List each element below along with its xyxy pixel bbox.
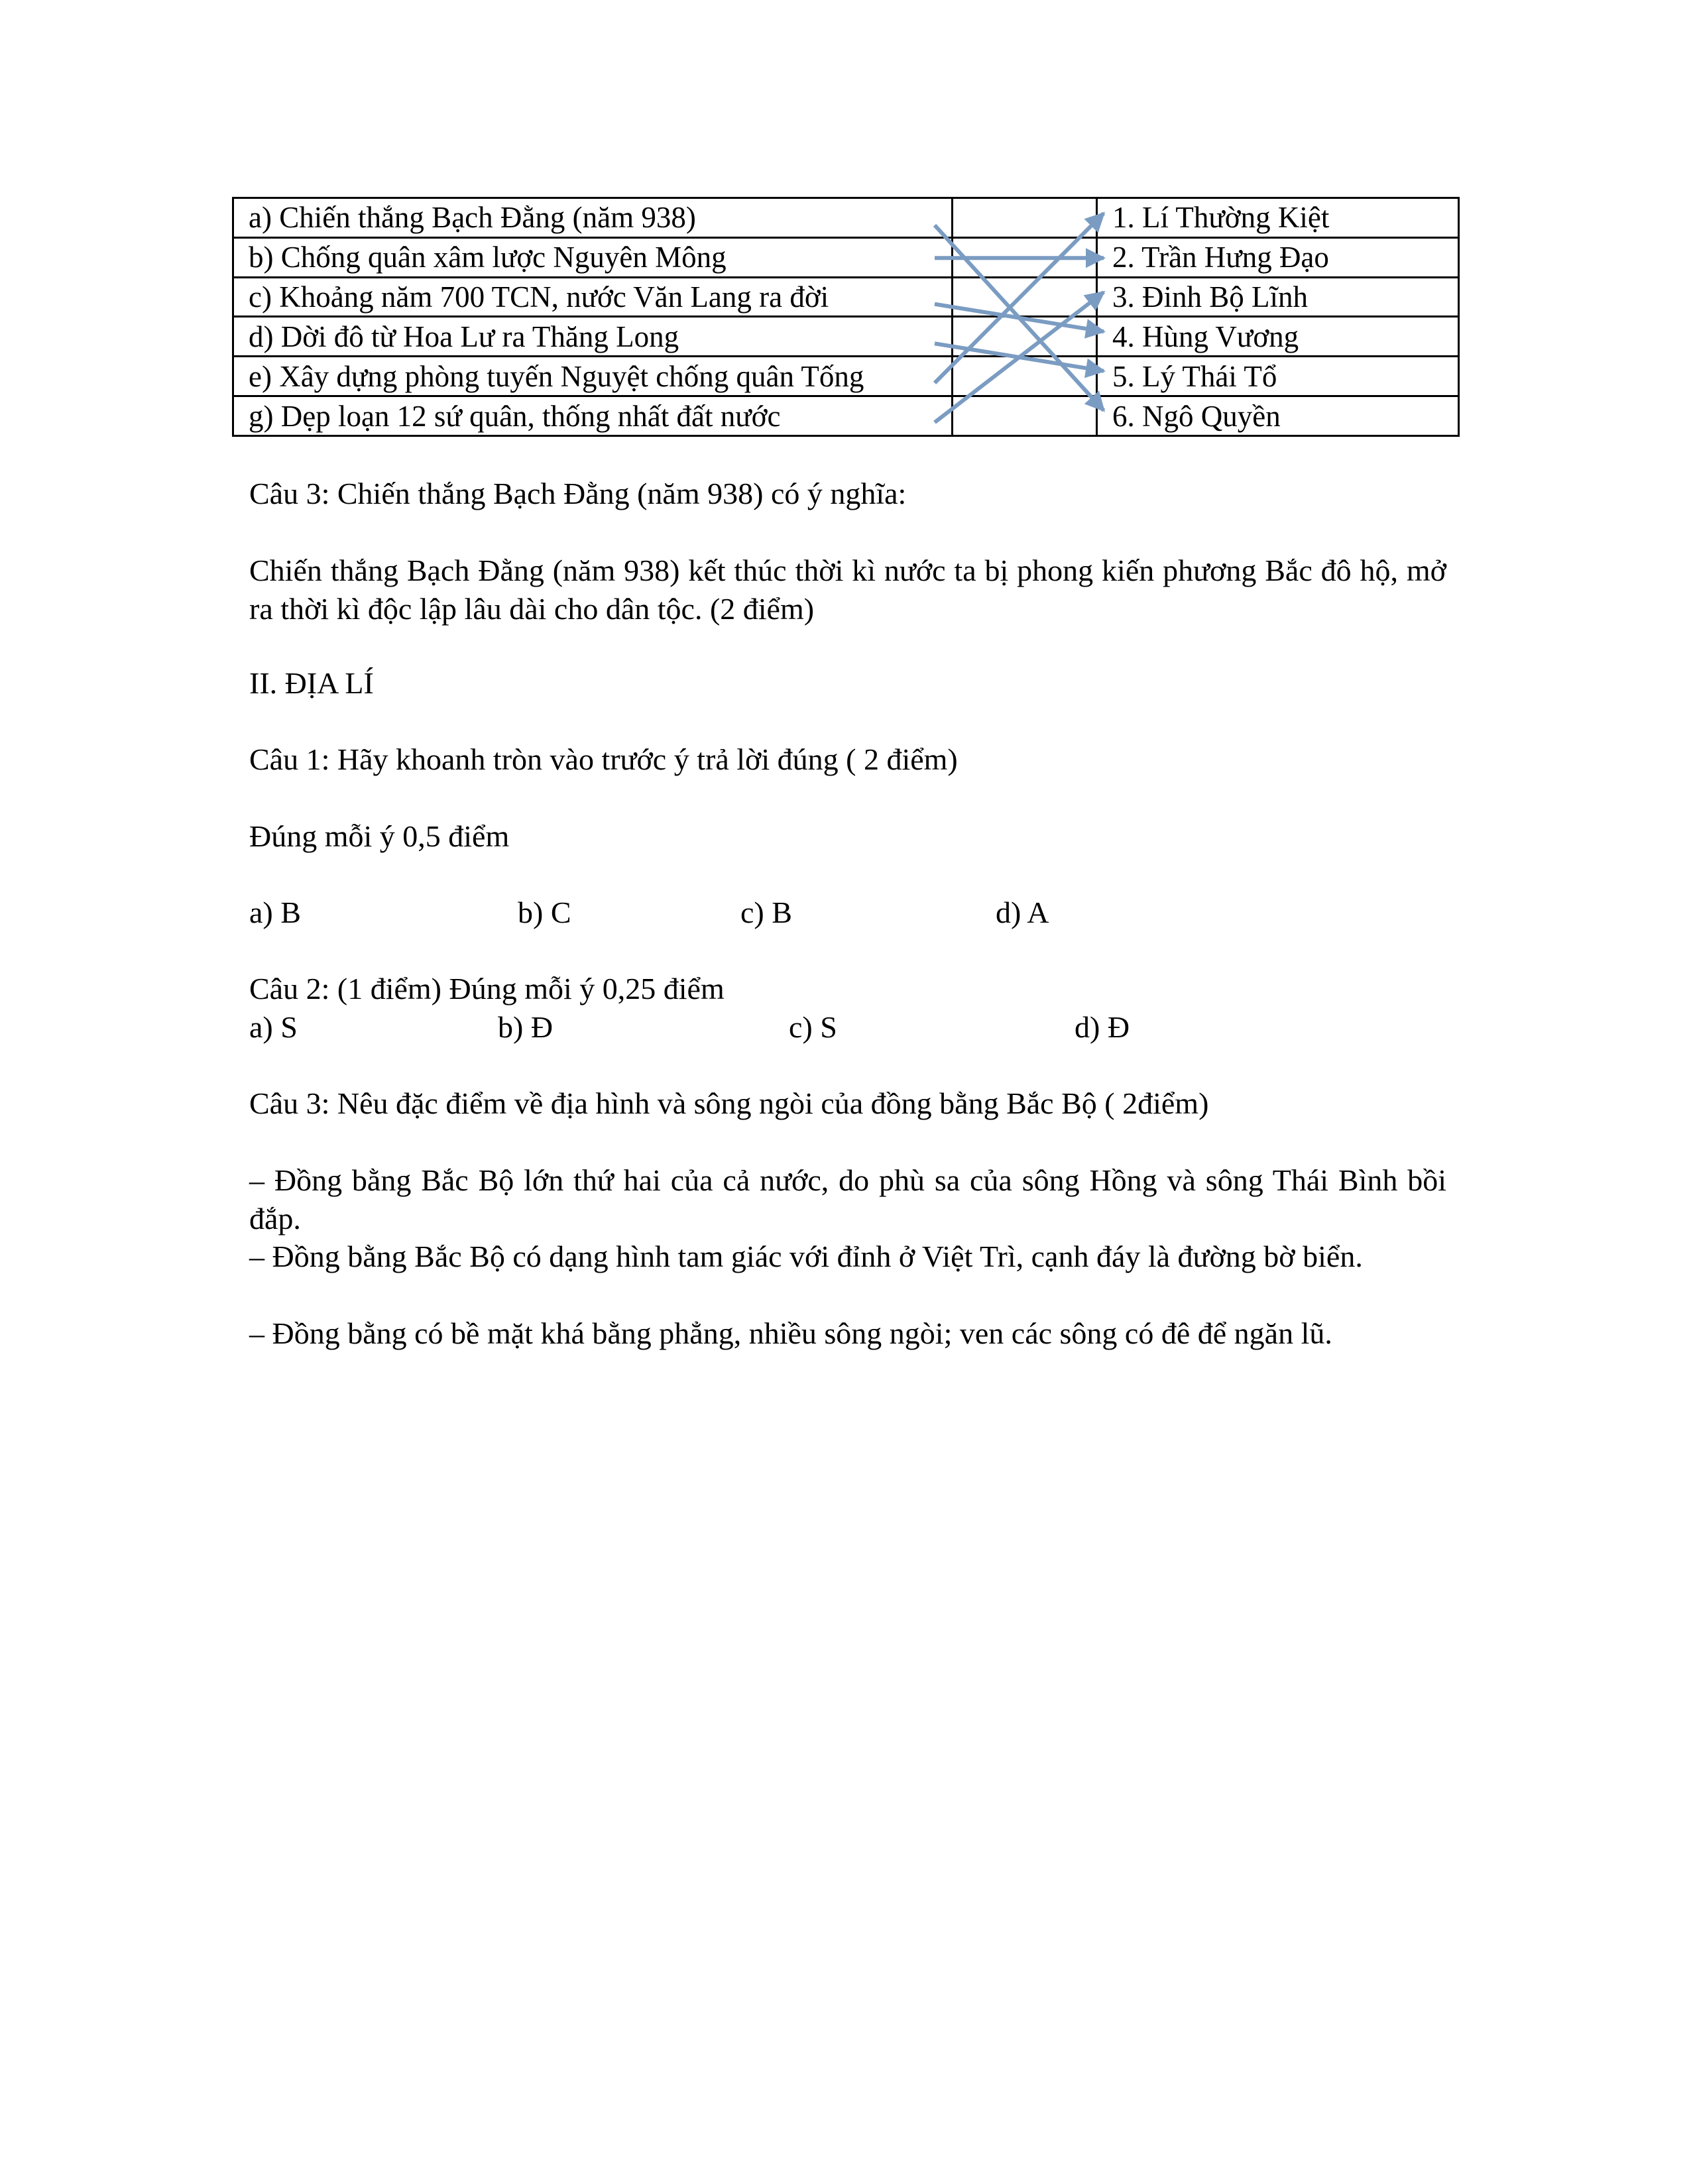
geo-q1-note: Đúng mỗi ý 0,5 điểm <box>249 819 510 853</box>
connector-cell <box>953 237 1097 277</box>
geo-q3-point: – Đồng bằng Bắc Bộ có dạng hình tam giác với đỉnh ở Việt Trì, cạnh đáy là đường bờ biển. <box>249 1239 1363 1273</box>
geography-heading: II. ĐỊA LÍ <box>249 666 374 700</box>
matching-row <box>233 357 1459 396</box>
figure-cell: 5. Lý Thái Tổ <box>1097 357 1459 396</box>
matching-row <box>233 198 1459 238</box>
geo-q1-answer-d: d) A <box>996 895 1049 929</box>
figure-cell: 1. Lí Thường Kiệt <box>1097 198 1459 238</box>
figure-cell: 2. Trần Hưng Đạo <box>1097 237 1459 277</box>
event-cell: b) Chống quân xâm lược Nguyên Mông <box>233 237 953 277</box>
figure-cell: 4. Hùng Vương <box>1097 317 1459 357</box>
matching-row <box>233 237 1459 277</box>
event-cell: a) Chiến thắng Bạch Đằng (năm 938) <box>233 198 953 238</box>
matching-row <box>233 277 1459 317</box>
geo-q2-answer-b: b) Đ <box>498 1010 554 1044</box>
event-cell: e) Xây dựng phòng tuyến Nguyệt chống quân Tống <box>233 357 953 396</box>
event-cell: d) Dời đô từ Hoa Lư ra Thăng Long <box>233 317 953 357</box>
event-cell: c) Khoảng năm 700 TCN, nước Văn Lang ra đời <box>233 277 953 317</box>
matching-row <box>233 396 1459 436</box>
geo-q3-point: – Đồng bằng Bắc Bộ lớn thứ hai của cả nước, do phù sa của sông Hồng và sông Thái Bình bồi đắp. <box>249 1163 1446 1236</box>
geo-q1-answer-c: c) B <box>740 895 792 929</box>
connector-cell <box>953 198 1097 238</box>
connector-cell <box>953 277 1097 317</box>
history-q3-question: Câu 3: Chiến thắng Bạch Đằng (năm 938) có ý nghĩa: <box>249 477 907 510</box>
connector-cell <box>953 396 1097 436</box>
geo-q1-answer-b: b) C <box>518 895 571 929</box>
figure-cell: 6. Ngô Quyền <box>1097 396 1459 436</box>
history-q3-answer: Chiến thắng Bạch Đằng (năm 938) kết thúc thời kì nước ta bị phong kiến phương Bắc đô hộ, mở ra thời kì độc lập lâu dài cho dân tộc. (2 điểm) <box>249 553 1446 626</box>
geo-q2-answer-c: c) S <box>789 1010 837 1044</box>
geo-q2-answer-d: d) Đ <box>1075 1010 1130 1044</box>
matching-row <box>233 317 1459 357</box>
geo-q2-question: Câu 2: (1 điểm) Đúng mỗi ý 0,25 điểm <box>249 972 725 1006</box>
geo-q3-point: – Đồng bằng có bề mặt khá bằng phẳng, nhiều sông ngòi; ven các sông có đê để ngăn lũ. <box>249 1316 1332 1350</box>
geo-q1-question: Câu 1: Hãy khoanh tròn vào trước ý trả lời đúng ( 2 điểm) <box>249 742 958 776</box>
geo-q3-question: Câu 3: Nêu đặc điểm về địa hình và sông ngòi của đồng bằng Bắc Bộ ( 2điểm) <box>249 1086 1209 1120</box>
geo-q1-answer-a: a) B <box>249 895 301 929</box>
connector-cell <box>953 317 1097 357</box>
connector-cell <box>953 357 1097 396</box>
matching-table <box>232 197 1460 437</box>
figure-cell: 3. Đinh Bộ Lĩnh <box>1097 277 1459 317</box>
event-cell: g) Dẹp loạn 12 sứ quân, thống nhất đất nước <box>233 396 953 436</box>
geo-q2-answer-a: a) S <box>249 1010 298 1044</box>
